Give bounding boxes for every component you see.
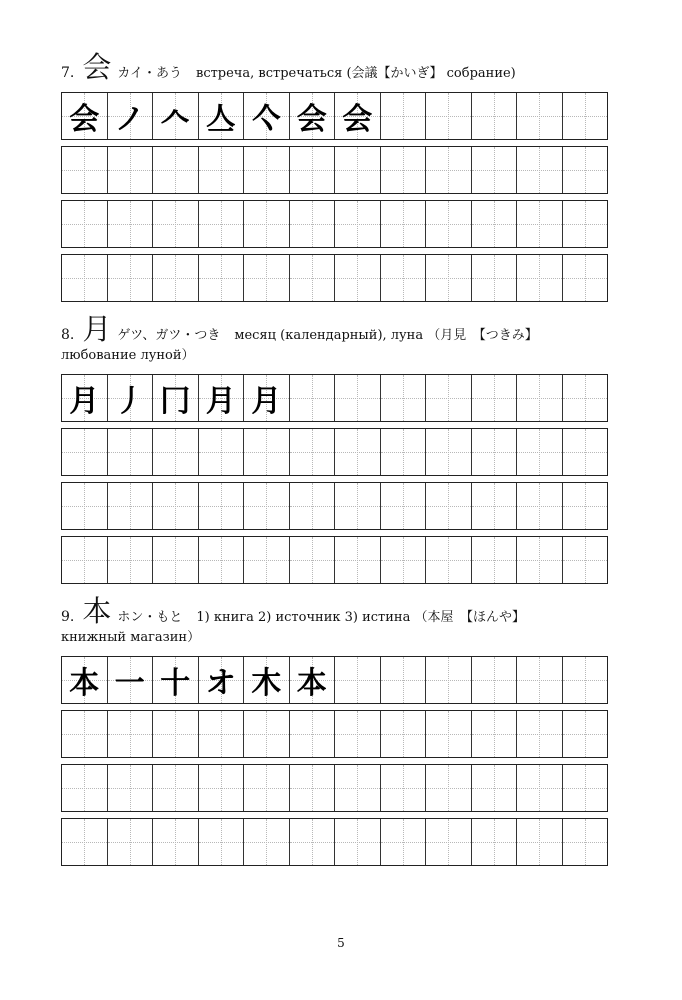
grid-cell[interactable]: [290, 657, 336, 703]
kanji-heading: [61, 312, 611, 347]
grid-cell[interactable]: [244, 483, 290, 529]
grid-cell[interactable]: [290, 483, 336, 529]
grid-row: [61, 536, 608, 584]
entry-number: 7.: [61, 65, 75, 81]
grid-cell[interactable]: [244, 537, 290, 583]
grid-cell[interactable]: [108, 765, 154, 811]
stroke-step: 月: [251, 384, 282, 419]
grid-cell[interactable]: [244, 765, 290, 811]
stroke-step: 丿: [114, 384, 145, 419]
grid-cell[interactable]: [199, 537, 245, 583]
grid-row: [61, 656, 608, 704]
grid-cell[interactable]: [517, 429, 563, 475]
grid-cell[interactable]: [62, 147, 108, 193]
grid-cell[interactable]: [335, 657, 381, 703]
grid-cell[interactable]: [62, 657, 108, 703]
grid-cell[interactable]: [381, 537, 427, 583]
grid-cell[interactable]: [199, 765, 245, 811]
grid-cell[interactable]: [153, 765, 199, 811]
grid-cell[interactable]: [153, 147, 199, 193]
grid-cell[interactable]: [335, 255, 381, 301]
grid-cell[interactable]: [517, 201, 563, 247]
kanji-meaning: месяц (календарный), луна （月見 【つきみ】: [234, 328, 538, 343]
kanji-section-9: [61, 594, 611, 649]
grid-cell[interactable]: [108, 657, 154, 703]
grid-cell[interactable]: [153, 483, 199, 529]
kanji-meaning: 1) книга 2) источник 3) истина （本屋 【ほんや】: [196, 610, 525, 625]
grid-cell[interactable]: [381, 375, 427, 421]
stroke-step: 会: [342, 102, 373, 137]
grid-cell[interactable]: [426, 711, 472, 757]
grid-cell[interactable]: [244, 711, 290, 757]
grid-cell[interactable]: [290, 765, 336, 811]
grid-cell[interactable]: [108, 537, 154, 583]
kanji-heading: [61, 594, 611, 629]
grid-cell[interactable]: [199, 201, 245, 247]
grid-row: [61, 254, 608, 302]
kanji-section-7: [61, 50, 611, 85]
grid-row: [61, 428, 608, 476]
grid-cell[interactable]: [517, 765, 563, 811]
kanji-meaning-continued: любование луной）: [61, 348, 195, 363]
kanji-heading: [61, 50, 611, 85]
grid-cell[interactable]: [153, 657, 199, 703]
stroke-step: ノ: [114, 102, 145, 137]
grid-cell[interactable]: [335, 537, 381, 583]
grid-cell[interactable]: [244, 819, 290, 865]
stroke-step: 月: [205, 384, 236, 419]
grid-cell[interactable]: [426, 429, 472, 475]
grid-cell[interactable]: [153, 819, 199, 865]
grid-cell[interactable]: [290, 201, 336, 247]
grid-cell[interactable]: [472, 537, 518, 583]
stroke-step: 木: [251, 666, 282, 701]
grid-cell[interactable]: [563, 765, 608, 811]
grid-cell[interactable]: [108, 93, 154, 139]
grid-cell[interactable]: [517, 537, 563, 583]
grid-cell[interactable]: [563, 819, 608, 865]
grid-cell[interactable]: [517, 255, 563, 301]
grid-row: [61, 92, 608, 140]
grid-cell[interactable]: [290, 711, 336, 757]
grid-cell[interactable]: [472, 657, 518, 703]
grid-cell[interactable]: [426, 537, 472, 583]
grid-cell[interactable]: [426, 483, 472, 529]
grid-cell[interactable]: [290, 819, 336, 865]
grid-cell[interactable]: [563, 93, 608, 139]
grid-cell[interactable]: [472, 711, 518, 757]
grid-cell[interactable]: [108, 483, 154, 529]
stroke-step: 本: [69, 666, 100, 701]
page-number: 5: [337, 936, 345, 950]
grid-cell[interactable]: [381, 255, 427, 301]
grid-cell[interactable]: [290, 147, 336, 193]
grid-cell[interactable]: [426, 255, 472, 301]
grid-cell[interactable]: [244, 657, 290, 703]
grid-cell[interactable]: [472, 375, 518, 421]
grid-cell[interactable]: [199, 429, 245, 475]
grid-cell[interactable]: [62, 255, 108, 301]
grid-cell[interactable]: [335, 147, 381, 193]
grid-cell[interactable]: [472, 819, 518, 865]
kanji-reading: ホン・もと: [117, 610, 183, 625]
grid-cell[interactable]: [153, 255, 199, 301]
grid-cell[interactable]: [563, 255, 608, 301]
grid-cell[interactable]: [108, 255, 154, 301]
grid-row: [61, 482, 608, 530]
grid-cell[interactable]: [563, 429, 608, 475]
grid-cell[interactable]: [199, 483, 245, 529]
grid-cell[interactable]: [153, 375, 199, 421]
grid-cell[interactable]: [563, 657, 608, 703]
grid-row: [61, 764, 608, 812]
grid-cell[interactable]: [381, 483, 427, 529]
grid-cell[interactable]: [199, 711, 245, 757]
stroke-step: 会: [296, 102, 327, 137]
grid-cell[interactable]: [199, 819, 245, 865]
stroke-step: 𠆢: [160, 102, 191, 137]
stroke-step: 亼: [205, 102, 236, 137]
grid-cell[interactable]: [153, 537, 199, 583]
grid-cell[interactable]: [472, 429, 518, 475]
grid-cell[interactable]: [517, 483, 563, 529]
grid-cell[interactable]: [153, 201, 199, 247]
grid-cell[interactable]: [381, 657, 427, 703]
grid-cell[interactable]: [426, 147, 472, 193]
kanji-meaning-continued: книжный магазин）: [61, 630, 201, 645]
grid-cell[interactable]: [563, 375, 608, 421]
stroke-step: 十: [160, 666, 191, 701]
grid-cell[interactable]: [517, 819, 563, 865]
grid-cell[interactable]: [290, 537, 336, 583]
stroke-step: 月: [69, 384, 100, 419]
stroke-step: 亽: [251, 102, 282, 137]
grid-cell[interactable]: [563, 483, 608, 529]
grid-cell[interactable]: [426, 819, 472, 865]
stroke-step: 本: [296, 666, 327, 701]
grid-row: [61, 818, 608, 866]
grid-cell[interactable]: [108, 147, 154, 193]
grid-cell[interactable]: [244, 147, 290, 193]
grid-cell[interactable]: [199, 375, 245, 421]
grid-cell[interactable]: [472, 483, 518, 529]
grid-cell[interactable]: [108, 201, 154, 247]
kanji-reading: カイ・あう: [117, 66, 182, 81]
grid-cell[interactable]: [290, 375, 336, 421]
grid-row: [61, 710, 608, 758]
grid-cell[interactable]: [335, 483, 381, 529]
grid-cell[interactable]: [62, 537, 108, 583]
grid-cell[interactable]: [381, 819, 427, 865]
grid-cell[interactable]: [472, 147, 518, 193]
grid-cell[interactable]: [153, 93, 199, 139]
kanji-character: 本: [82, 594, 112, 628]
entry-number: 9.: [61, 609, 75, 625]
grid-cell[interactable]: [153, 711, 199, 757]
grid-cell[interactable]: [335, 819, 381, 865]
kanji-meaning: встреча, встречаться (会議【かいぎ】 собрание): [196, 66, 516, 81]
grid-cell[interactable]: [290, 255, 336, 301]
entry-number: 8.: [61, 327, 75, 343]
grid-cell[interactable]: [426, 765, 472, 811]
grid-cell[interactable]: [517, 657, 563, 703]
grid-cell[interactable]: [335, 765, 381, 811]
kanji-character: 会: [82, 50, 112, 84]
grid-cell[interactable]: [62, 375, 108, 421]
grid-cell[interactable]: [335, 93, 381, 139]
grid-cell[interactable]: [108, 429, 154, 475]
kanji-character: 月: [82, 312, 112, 346]
grid-cell[interactable]: [244, 429, 290, 475]
grid-cell[interactable]: [335, 711, 381, 757]
grid-cell[interactable]: [335, 429, 381, 475]
grid-cell[interactable]: [426, 657, 472, 703]
grid-cell[interactable]: [563, 147, 608, 193]
grid-cell[interactable]: [472, 201, 518, 247]
grid-cell[interactable]: [199, 657, 245, 703]
grid-cell[interactable]: [381, 765, 427, 811]
kanji-section-8: [61, 312, 611, 367]
grid-cell[interactable]: [62, 483, 108, 529]
grid-row: [61, 146, 608, 194]
grid-cell[interactable]: [563, 201, 608, 247]
grid-cell[interactable]: [563, 711, 608, 757]
grid-cell[interactable]: [335, 201, 381, 247]
grid-cell[interactable]: [517, 375, 563, 421]
grid-cell[interactable]: [472, 93, 518, 139]
grid-cell[interactable]: [381, 201, 427, 247]
grid-cell[interactable]: [62, 711, 108, 757]
grid-cell[interactable]: [472, 765, 518, 811]
grid-cell[interactable]: [381, 93, 427, 139]
grid-cell[interactable]: [244, 93, 290, 139]
grid-cell[interactable]: [426, 201, 472, 247]
grid-cell[interactable]: [199, 255, 245, 301]
grid-cell[interactable]: [381, 429, 427, 475]
grid-cell[interactable]: [199, 93, 245, 139]
grid-cell[interactable]: [290, 93, 336, 139]
grid-cell[interactable]: [381, 711, 427, 757]
stroke-step: 冂: [160, 384, 191, 419]
grid-cell[interactable]: [244, 201, 290, 247]
grid-cell[interactable]: [108, 375, 154, 421]
grid-cell[interactable]: [290, 429, 336, 475]
grid-cell[interactable]: [62, 429, 108, 475]
grid-cell[interactable]: [517, 93, 563, 139]
grid-cell[interactable]: [62, 93, 108, 139]
grid-cell[interactable]: [563, 537, 608, 583]
grid-cell[interactable]: [62, 819, 108, 865]
grid-cell[interactable]: [153, 429, 199, 475]
kanji-reading: ゲツ、ガツ・つき: [117, 328, 221, 343]
grid-row: [61, 374, 608, 422]
stroke-step: オ: [205, 666, 236, 701]
grid-cell[interactable]: [517, 711, 563, 757]
grid-cell[interactable]: [381, 147, 427, 193]
grid-cell[interactable]: [199, 147, 245, 193]
grid-cell[interactable]: [62, 201, 108, 247]
grid-cell[interactable]: [62, 765, 108, 811]
grid-cell[interactable]: [472, 255, 518, 301]
grid-cell[interactable]: [426, 93, 472, 139]
grid-cell[interactable]: [426, 375, 472, 421]
grid-cell[interactable]: [244, 375, 290, 421]
grid-cell[interactable]: [517, 147, 563, 193]
stroke-step: 会: [69, 102, 100, 137]
grid-cell[interactable]: [335, 375, 381, 421]
grid-cell[interactable]: [244, 255, 290, 301]
grid-row: [61, 200, 608, 248]
grid-cell[interactable]: [108, 711, 154, 757]
stroke-step: 一: [114, 666, 145, 701]
grid-cell[interactable]: [108, 819, 154, 865]
